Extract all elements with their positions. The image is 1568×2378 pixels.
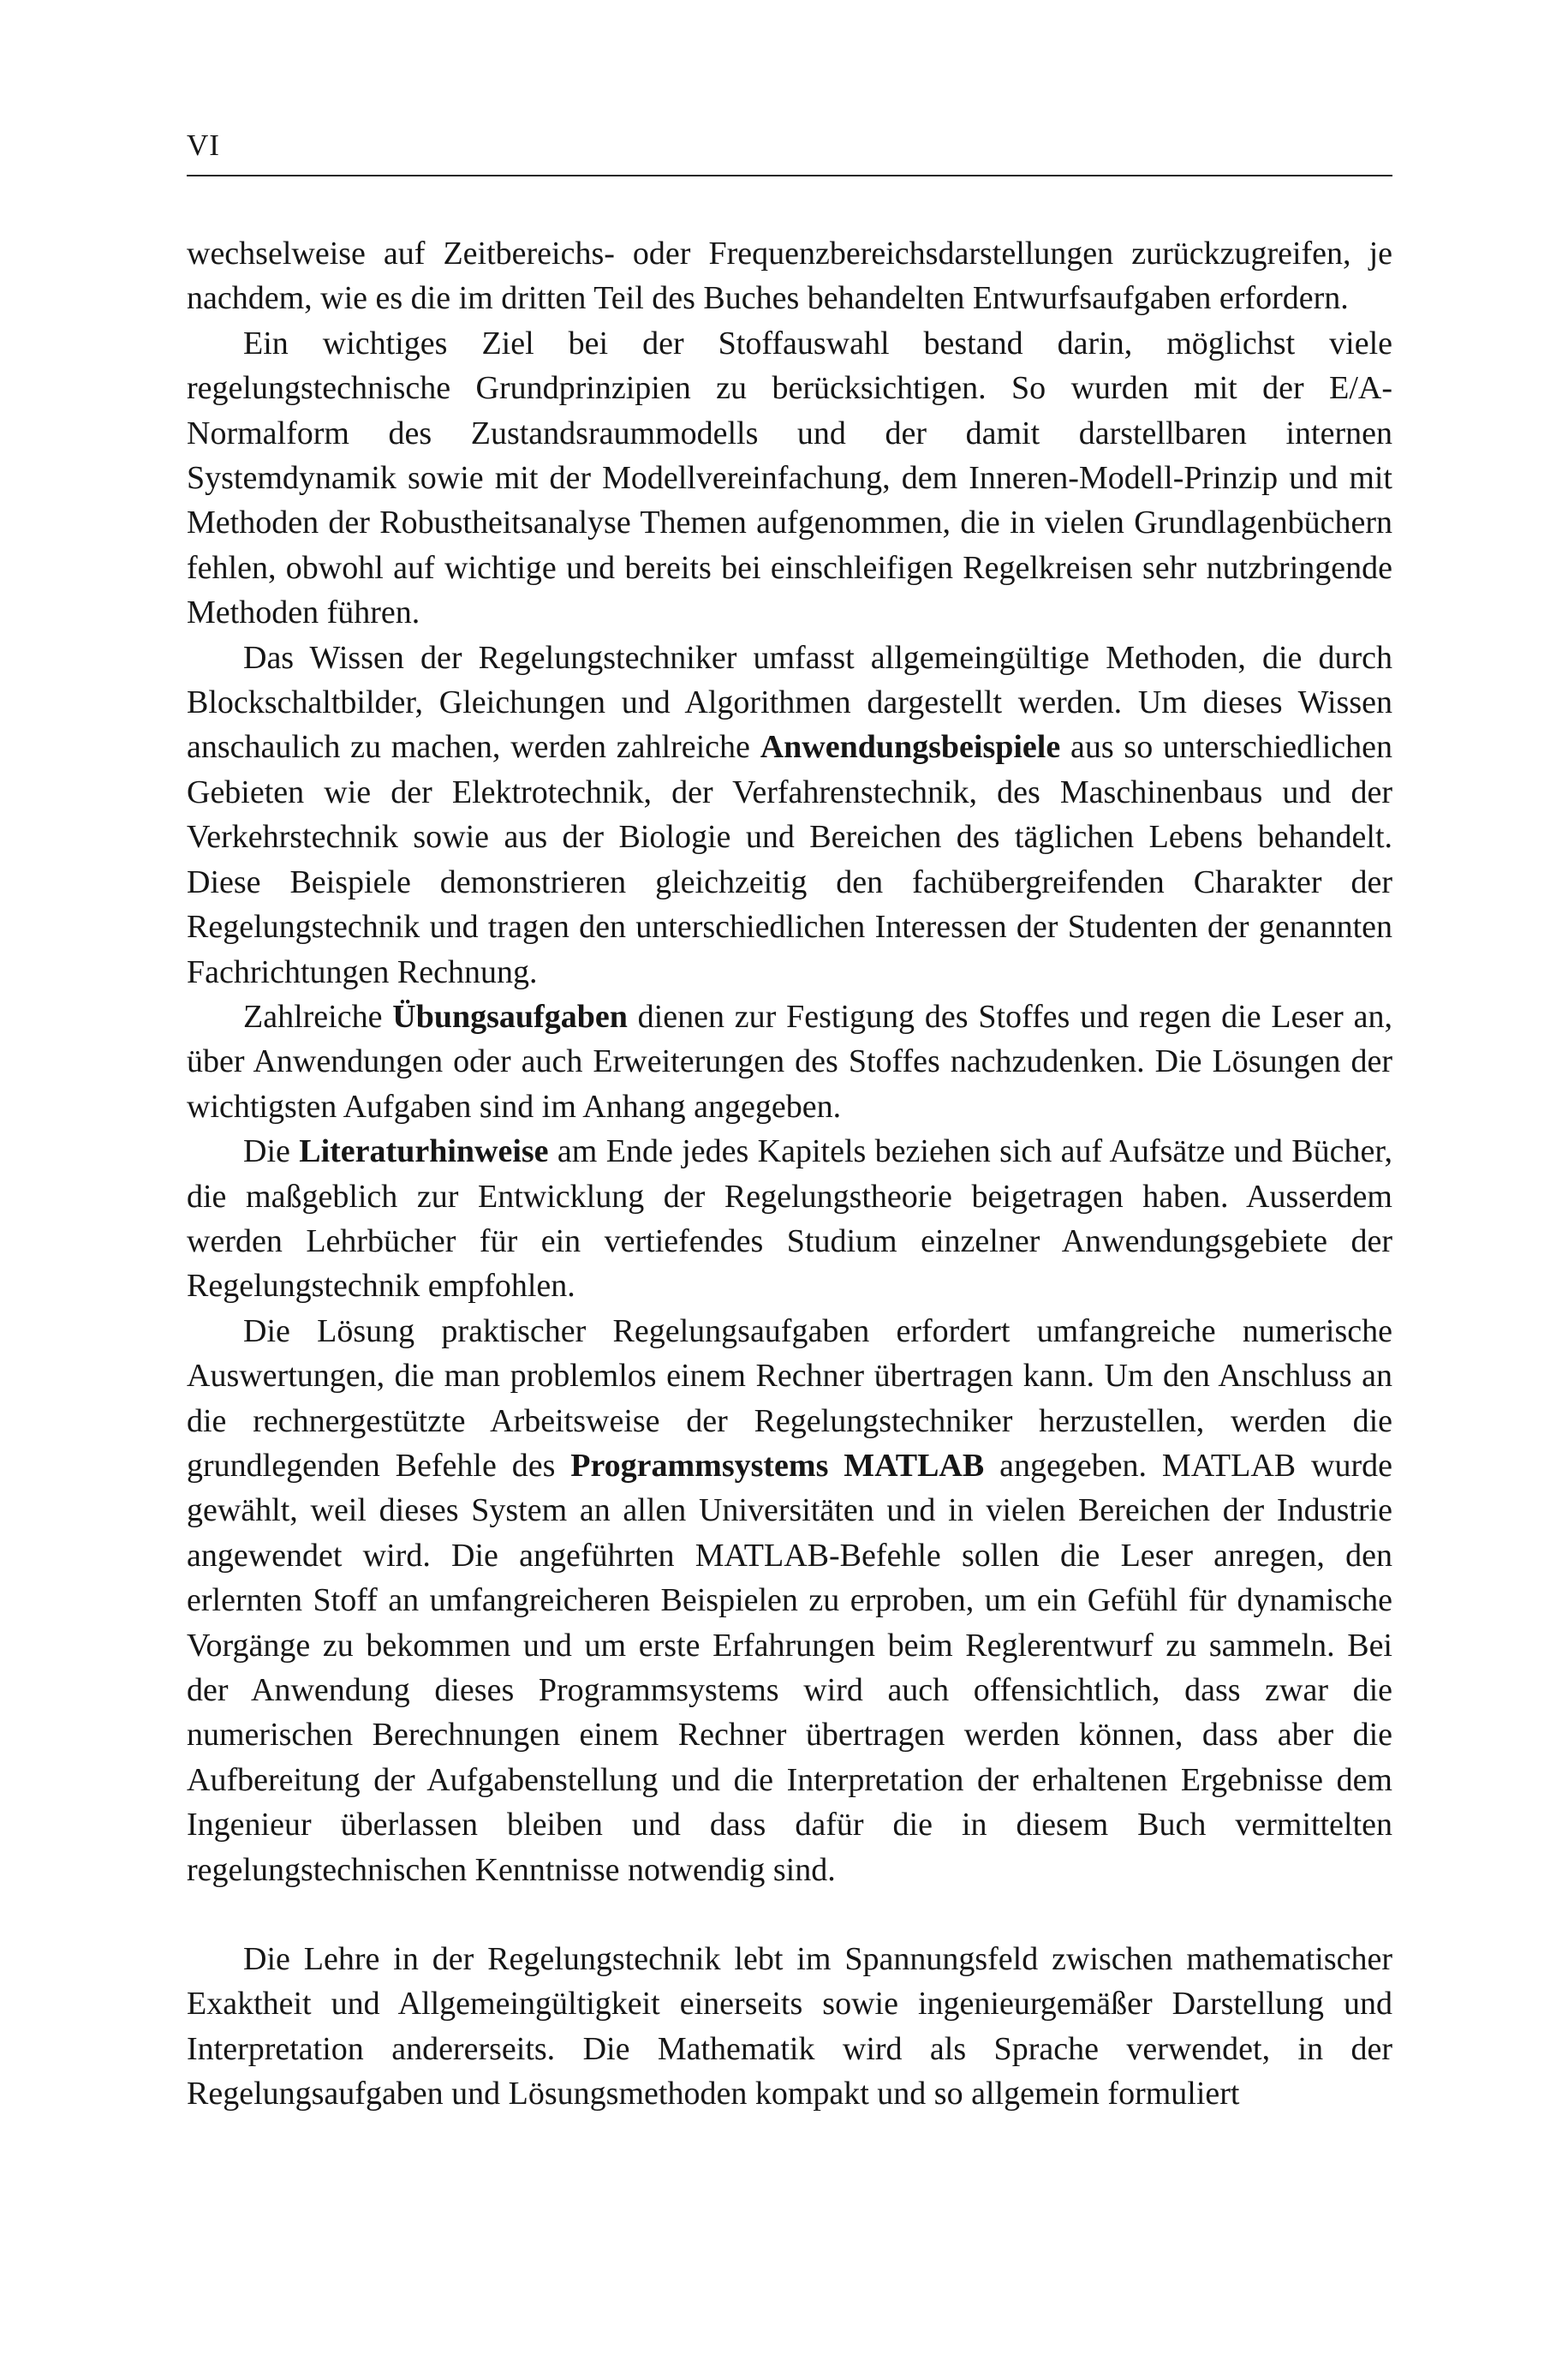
- paragraph-anwendungsbeispiele: [187, 636, 1392, 995]
- text-run: dienen zur Festigung des Stoffes und regen die Leser an, über Anwendungen oder auch Erweiterungen des Stoffes nachzudenken. Die Lösungen der wichtigsten Aufgaben sind im Anhang angegeben.: [187, 998, 1392, 1125]
- bold-term-programmsystems-matlab: Programmsystems MATLAB: [570, 1447, 985, 1484]
- bold-term-literaturhinweise: Literaturhinweise: [299, 1133, 549, 1170]
- body-text: [187, 231, 1392, 2117]
- paragraph-stoffauswahl: Ein wichtiges Ziel bei der Stoffauswahl bestand darin, möglichst viele regelungstechnische Grundprinzipien zu berücksichtigen. So wurden mit der E/A-Normalform des Zustandsraummodells und der damit darstellbaren internen Systemdynamik sowie mit der Modellvereinfachung, dem Inneren-Modell-Prinzip und mit Methoden der Robustheitsanalyse Themen aufgenommen, die in vielen Grundlagenbüchern fehlen, obwohl auf wichtige und bereits bei einschleifigen Regelkreisen sehr nutzbringende Methoden führen.: [187, 325, 1392, 631]
- bold-term-uebungsaufgaben: Übungsaufgaben: [392, 998, 628, 1035]
- paragraph-matlab: [187, 1309, 1392, 1892]
- text-run: angegeben. MATLAB wurde gewählt, weil dieses System an allen Universitäten und in vielen Bereichen der Industrie angewendet wird. Die angeführten MATLAB-Befehle sollen die Leser anregen, den erlernten Stoff an umfangreicheren Beispielen zu erproben, um ein Gefühl für dynamische Vorgänge zu bekommen und um erste Erfahrungen beim Reglerentwurf zu sammeln. Bei der Anwendung dieses Programmsystems wird auch offensichtlich, dass zwar die numerischen Berechnungen einem Rechner übertragen werden können, dass aber die Aufbereitung der Aufgabenstellung und die Interpretation der erhaltenen Ergebnisse dem Ingenieur überlassen bleiben und dass dafür die in diesem Buch vermittelten regelungstechnischen Kenntnisse notwendig sind.: [187, 1447, 1392, 1888]
- bold-term-anwendungsbeispiele: Anwendungsbeispiele: [760, 729, 1061, 766]
- paragraph-literaturhinweise: [187, 1129, 1392, 1309]
- page-number: VI: [187, 128, 220, 162]
- text-run: am Ende jedes Kapitels beziehen sich auf Aufsätze und Bücher, die maßgeblich zur Entwicklung der Regelungstheorie beigetragen haben. Ausserdem werden Lehrbücher für ein vertiefendes Studium einzelner Anwendungsgebiete der Regelungstechnik empfohlen.: [187, 1133, 1392, 1305]
- paragraph-continuation: wechselweise auf Zeitbereichs- oder Frequenzbereichsdarstellungen zurückzugreifen, je nachdem, wie es die im dritten Teil des Buches behandelten Entwurfsaufgaben erfordern.: [187, 236, 1392, 317]
- header-rule: [187, 175, 1392, 176]
- text-run: Die Lösung praktischer Regelungsaufgaben erfordert umfangreiche numerische Auswertungen, die man problemlos einem Rechner übertragen kann. Um den Anschluss an die rechnergestützte Arbeitsweise der Regelungstechniker herzustellen, werden die grundlegenden Befehle des: [187, 1312, 1392, 1484]
- paragraph-lehre: Die Lehre in der Regelungstechnik lebt im Spannungsfeld zwischen mathematischer Exaktheit und Allgemeingültigkeit einerseits sowie ingenieurgemäßer Darstellung und Interpretation andererseits. Die Mathematik wird als Sprache verwendet, in der Regelungsaufgaben und Lösungsmethoden kompakt und so allgemein formuliert: [187, 1941, 1392, 2112]
- text-run: Das Wissen der Regelungstechniker umfasst allgemeingültige Methoden, die durch Blockschaltbilder, Gleichungen und Algorithmen dargestellt werden. Um dieses Wissen anschaulich zu machen, werden zahlreiche: [187, 639, 1392, 766]
- text-run: aus so unterschiedlichen Gebieten wie der Elektrotechnik, der Verfahrenstechnik, des Maschinenbaus und der Verkehrstechnik sowie aus der Biologie und Bereichen des täglichen Lebens behandelt. Diese Beispiele demonstrieren gleichzeitig den fachübergreifenden Charakter der Regelungstechnik und tragen den unterschiedlichen Interessen der Studenten der genannten Fachrichtungen Rechnung.: [187, 729, 1392, 990]
- paragraph-uebungsaufgaben: [187, 995, 1392, 1129]
- text-run: Die: [243, 1133, 300, 1170]
- text-run: Zahlreiche: [243, 998, 393, 1035]
